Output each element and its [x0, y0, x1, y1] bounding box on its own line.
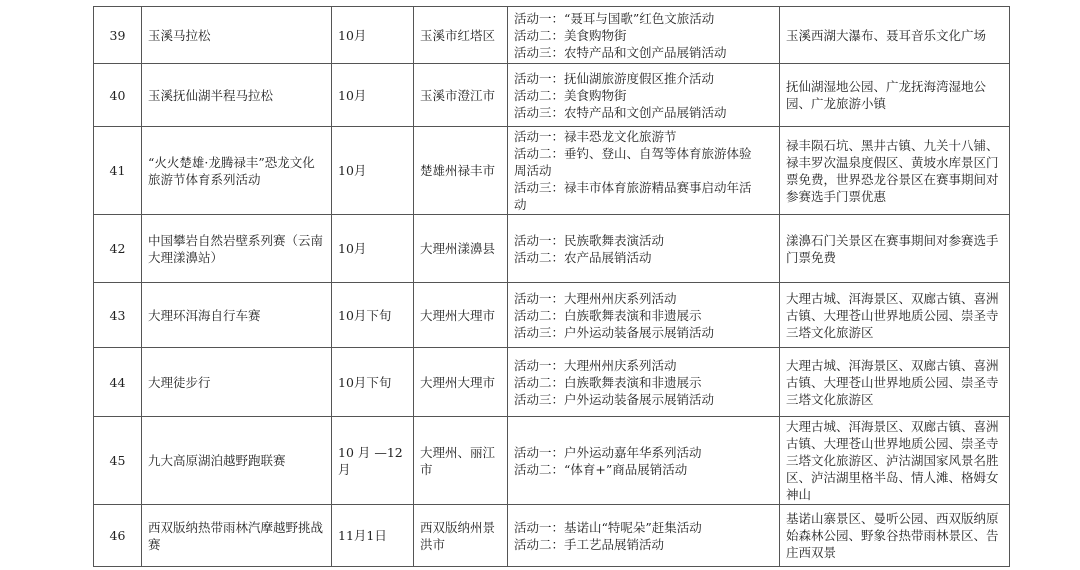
table-row [94, 64, 1010, 127]
event-activities [508, 283, 780, 348]
activity-line: 活动一：基诺山“特呢朵”赶集活动 [514, 519, 702, 535]
scenic-spots: 禄丰陨石坑、黑井古镇、九关十八铺、禄丰罗次温泉度假区、黄坡水库景区门票免费，世界恐龙谷景区在赛事期间对参赛选手门票优惠 [780, 127, 1010, 215]
event-place: 玉溪市澄江市 [414, 64, 508, 127]
event-time: 10月 [332, 7, 414, 64]
table-row [94, 348, 1010, 417]
event-place: 大理州、丽江市 [414, 417, 508, 505]
row-number: 40 [94, 64, 142, 127]
activity-line: 活动三：户外运动装备展示展销活动 [514, 324, 715, 340]
event-place: 大理州大理市 [414, 283, 508, 348]
row-number: 46 [94, 505, 142, 567]
activity-line: 活动三：农特产品和文创产品展销活动 [514, 104, 727, 120]
activity-line: 活动三：户外运动装备展示展销活动 [514, 391, 715, 407]
event-activities [508, 7, 780, 64]
events-table [93, 6, 1010, 567]
row-number: 42 [94, 215, 142, 283]
event-activities [508, 348, 780, 417]
row-number: 41 [94, 127, 142, 215]
activity-line: 活动一：抚仙湖旅游度假区推介活动 [514, 70, 715, 86]
event-place: 大理州大理市 [414, 348, 508, 417]
activity-line: 动 [514, 197, 527, 212]
activity-line: 活动一：大理州州庆系列活动 [514, 357, 677, 373]
activity-line: 活动一：大理州州庆系列活动 [514, 290, 677, 306]
table-row [94, 7, 1010, 64]
scenic-spots: 玉溪西湖大瀑布、聂耳音乐文化广场 [780, 7, 1010, 64]
event-name: 西双版纳热带雨林汽摩越野挑战赛 [142, 505, 332, 567]
scenic-spots: 大理古城、洱海景区、双廊古镇、喜洲古镇、大理苍山世界地质公园、崇圣寺三塔文化旅游区、泸沽湖国家风景名胜区、泸沽湖里格半岛、情人滩、格姆女神山 [780, 417, 1010, 505]
event-activities [508, 127, 780, 215]
event-place: 大理州漾濞县 [414, 215, 508, 283]
table-body [94, 7, 1010, 567]
table-row [94, 215, 1010, 283]
event-time: 10月下旬 [332, 348, 414, 417]
activity-line: 活动二：手工艺品展销活动 [514, 536, 665, 552]
activity-line: 活动二：美食购物街 [514, 87, 627, 103]
event-name: 玉溪马拉松 [142, 7, 332, 64]
event-place: 玉溪市红塔区 [414, 7, 508, 64]
activity-line: 活动一：“聂耳与国歌”红色文旅活动 [514, 10, 715, 26]
event-activities [508, 215, 780, 283]
activity-line: 活动三：禄丰市体育旅游精品赛事启动年活 [514, 180, 752, 195]
event-activities [508, 417, 780, 505]
scenic-spots: 大理古城、洱海景区、双廊古镇、喜洲古镇、大理苍山世界地质公园、崇圣寺三塔文化旅游区 [780, 283, 1010, 348]
scenic-spots: 大理古城、洱海景区、双廊古镇、喜洲古镇、大理苍山世界地质公园、崇圣寺三塔文化旅游区 [780, 348, 1010, 417]
event-time: 10月下旬 [332, 283, 414, 348]
activity-line: 活动二：白族歌舞表演和非遗展示 [514, 307, 702, 323]
activity-line: 周活动 [514, 163, 552, 178]
event-name: “火火楚雄·龙腾禄丰”恐龙文化旅游节体育系列活动 [142, 127, 332, 215]
activity-line: 活动一：禄丰恐龙文化旅游节 [514, 129, 677, 144]
row-number: 43 [94, 283, 142, 348]
event-place: 西双版纳州景洪市 [414, 505, 508, 567]
table-row [94, 127, 1010, 215]
activity-line: 活动二：美食购物街 [514, 27, 627, 43]
event-place: 楚雄州禄丰市 [414, 127, 508, 215]
scenic-spots: 漾濞石门关景区在赛事期间对参赛选手门票免费 [780, 215, 1010, 283]
activity-line: 活动三：农特产品和文创产品展销活动 [514, 44, 727, 60]
event-name: 大理徒步行 [142, 348, 332, 417]
table-row [94, 417, 1010, 505]
activity-line: 活动一：户外运动嘉年华系列活动 [514, 444, 702, 460]
event-name: 九大高原湖泊越野跑联赛 [142, 417, 332, 505]
row-number: 39 [94, 7, 142, 64]
event-time: 11月1日 [332, 505, 414, 567]
event-time: 10月 [332, 64, 414, 127]
activity-line: 活动二：白族歌舞表演和非遗展示 [514, 374, 702, 390]
scenic-spots: 基诺山寨景区、曼听公园、西双版纳原始森林公园、野象谷热带雨林景区、告庄西双景 [780, 505, 1010, 567]
event-name: 玉溪抚仙湖半程马拉松 [142, 64, 332, 127]
row-number: 44 [94, 348, 142, 417]
event-time: 10月 [332, 215, 414, 283]
activity-line: 活动一：民族歌舞表演活动 [514, 232, 665, 248]
event-activities [508, 505, 780, 567]
event-name: 中国攀岩自然岩壁系列赛（云南大理漾濞站） [142, 215, 332, 283]
event-time: 10 月 —12 月 [332, 417, 414, 505]
event-time: 10月 [332, 127, 414, 215]
table-row [94, 283, 1010, 348]
event-name: 大理环洱海自行车赛 [142, 283, 332, 348]
activity-line: 活动二：农产品展销活动 [514, 249, 652, 265]
activity-line: 活动二：“体育+”商品展销活动 [514, 461, 688, 477]
table-row [94, 505, 1010, 567]
scenic-spots: 抚仙湖湿地公园、广龙抚海湾湿地公园、广龙旅游小镇 [780, 64, 1010, 127]
activity-line: 活动二：垂钓、登山、自驾等体育旅游体验 [514, 146, 752, 161]
event-activities [508, 64, 780, 127]
row-number: 45 [94, 417, 142, 505]
